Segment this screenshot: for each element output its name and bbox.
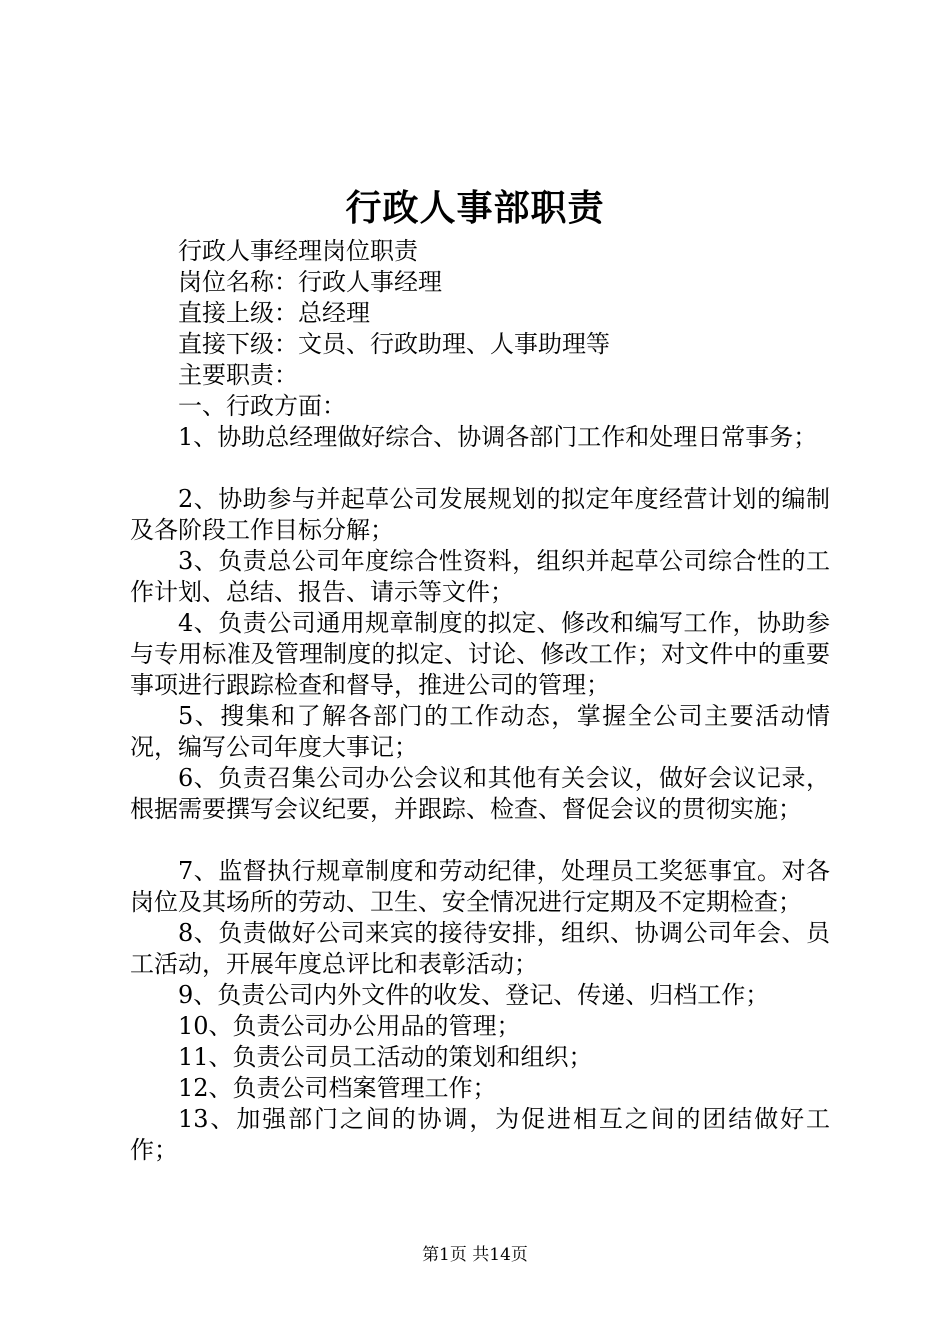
document-title: 行政人事部职责	[345, 187, 605, 229]
duty-item: 4、负责公司通用规章制度的拟定、修改和编写工作，协助参与专用标准及管理制度的拟定、讨论、修改工作；对文件中的重要事项进行跟踪检查和督导，推进公司的管理；	[130, 609, 830, 699]
duty-item: 1、协助总经理做好综合、协调各部门工作和处理日常事务；	[178, 423, 818, 451]
header-line: 直接下级：文员、行政助理、人事助理等	[178, 330, 610, 358]
duty-item: 13、加强部门之间的协调，为促进相互之间的团结做好工作；	[130, 1105, 830, 1164]
duty-item: 6、负责召集公司办公会议和其他有关会议，做好会议记录，根据需要撰写会议纪要，并跟踪、检查、督促会议的贯彻实施；	[130, 764, 830, 823]
header-line: 岗位名称：行政人事经理	[178, 268, 442, 296]
duty-item: 2、协助参与并起草公司发展规划的拟定年度经营计划的编制及各阶段工作目标分解；	[130, 485, 830, 544]
header-line: 直接上级：总经理	[178, 299, 370, 327]
duty-item: 12、负责公司档案管理工作；	[178, 1074, 497, 1102]
duty-item: 11、负责公司员工活动的策划和组织；	[178, 1043, 593, 1071]
header-line: 行政人事经理岗位职责	[178, 237, 418, 265]
duty-item: 5、搜集和了解各部门的工作动态，掌握全公司主要活动情况，编写公司年度大事记；	[130, 702, 830, 761]
page-footer: 第1页 共14页	[422, 1245, 528, 1265]
duty-item: 8、负责做好公司来宾的接待安排，组织、协调公司年会、员工活动，开展年度总评比和表彰活动；	[130, 919, 830, 978]
duty-item: 10、负责公司办公用品的管理；	[178, 1012, 521, 1040]
section-heading: 一、行政方面：	[178, 392, 346, 420]
duty-item: 7、监督执行规章制度和劳动纪律，处理员工奖惩事宜。对各岗位及其场所的劳动、卫生、安全情况进行定期及不定期检查；	[130, 857, 830, 916]
document-body	[130, 236, 830, 1166]
paragraph-gap	[130, 453, 830, 484]
header-line: 主要职责：	[178, 361, 298, 389]
duty-item: 3、负责总公司年度综合性资料，组织并起草公司综合性的工作计划、总结、报告、请示等文件；	[130, 547, 830, 606]
duty-item: 9、负责公司内外文件的收发、登记、传递、归档工作；	[178, 981, 770, 1009]
paragraph-gap	[130, 825, 830, 856]
